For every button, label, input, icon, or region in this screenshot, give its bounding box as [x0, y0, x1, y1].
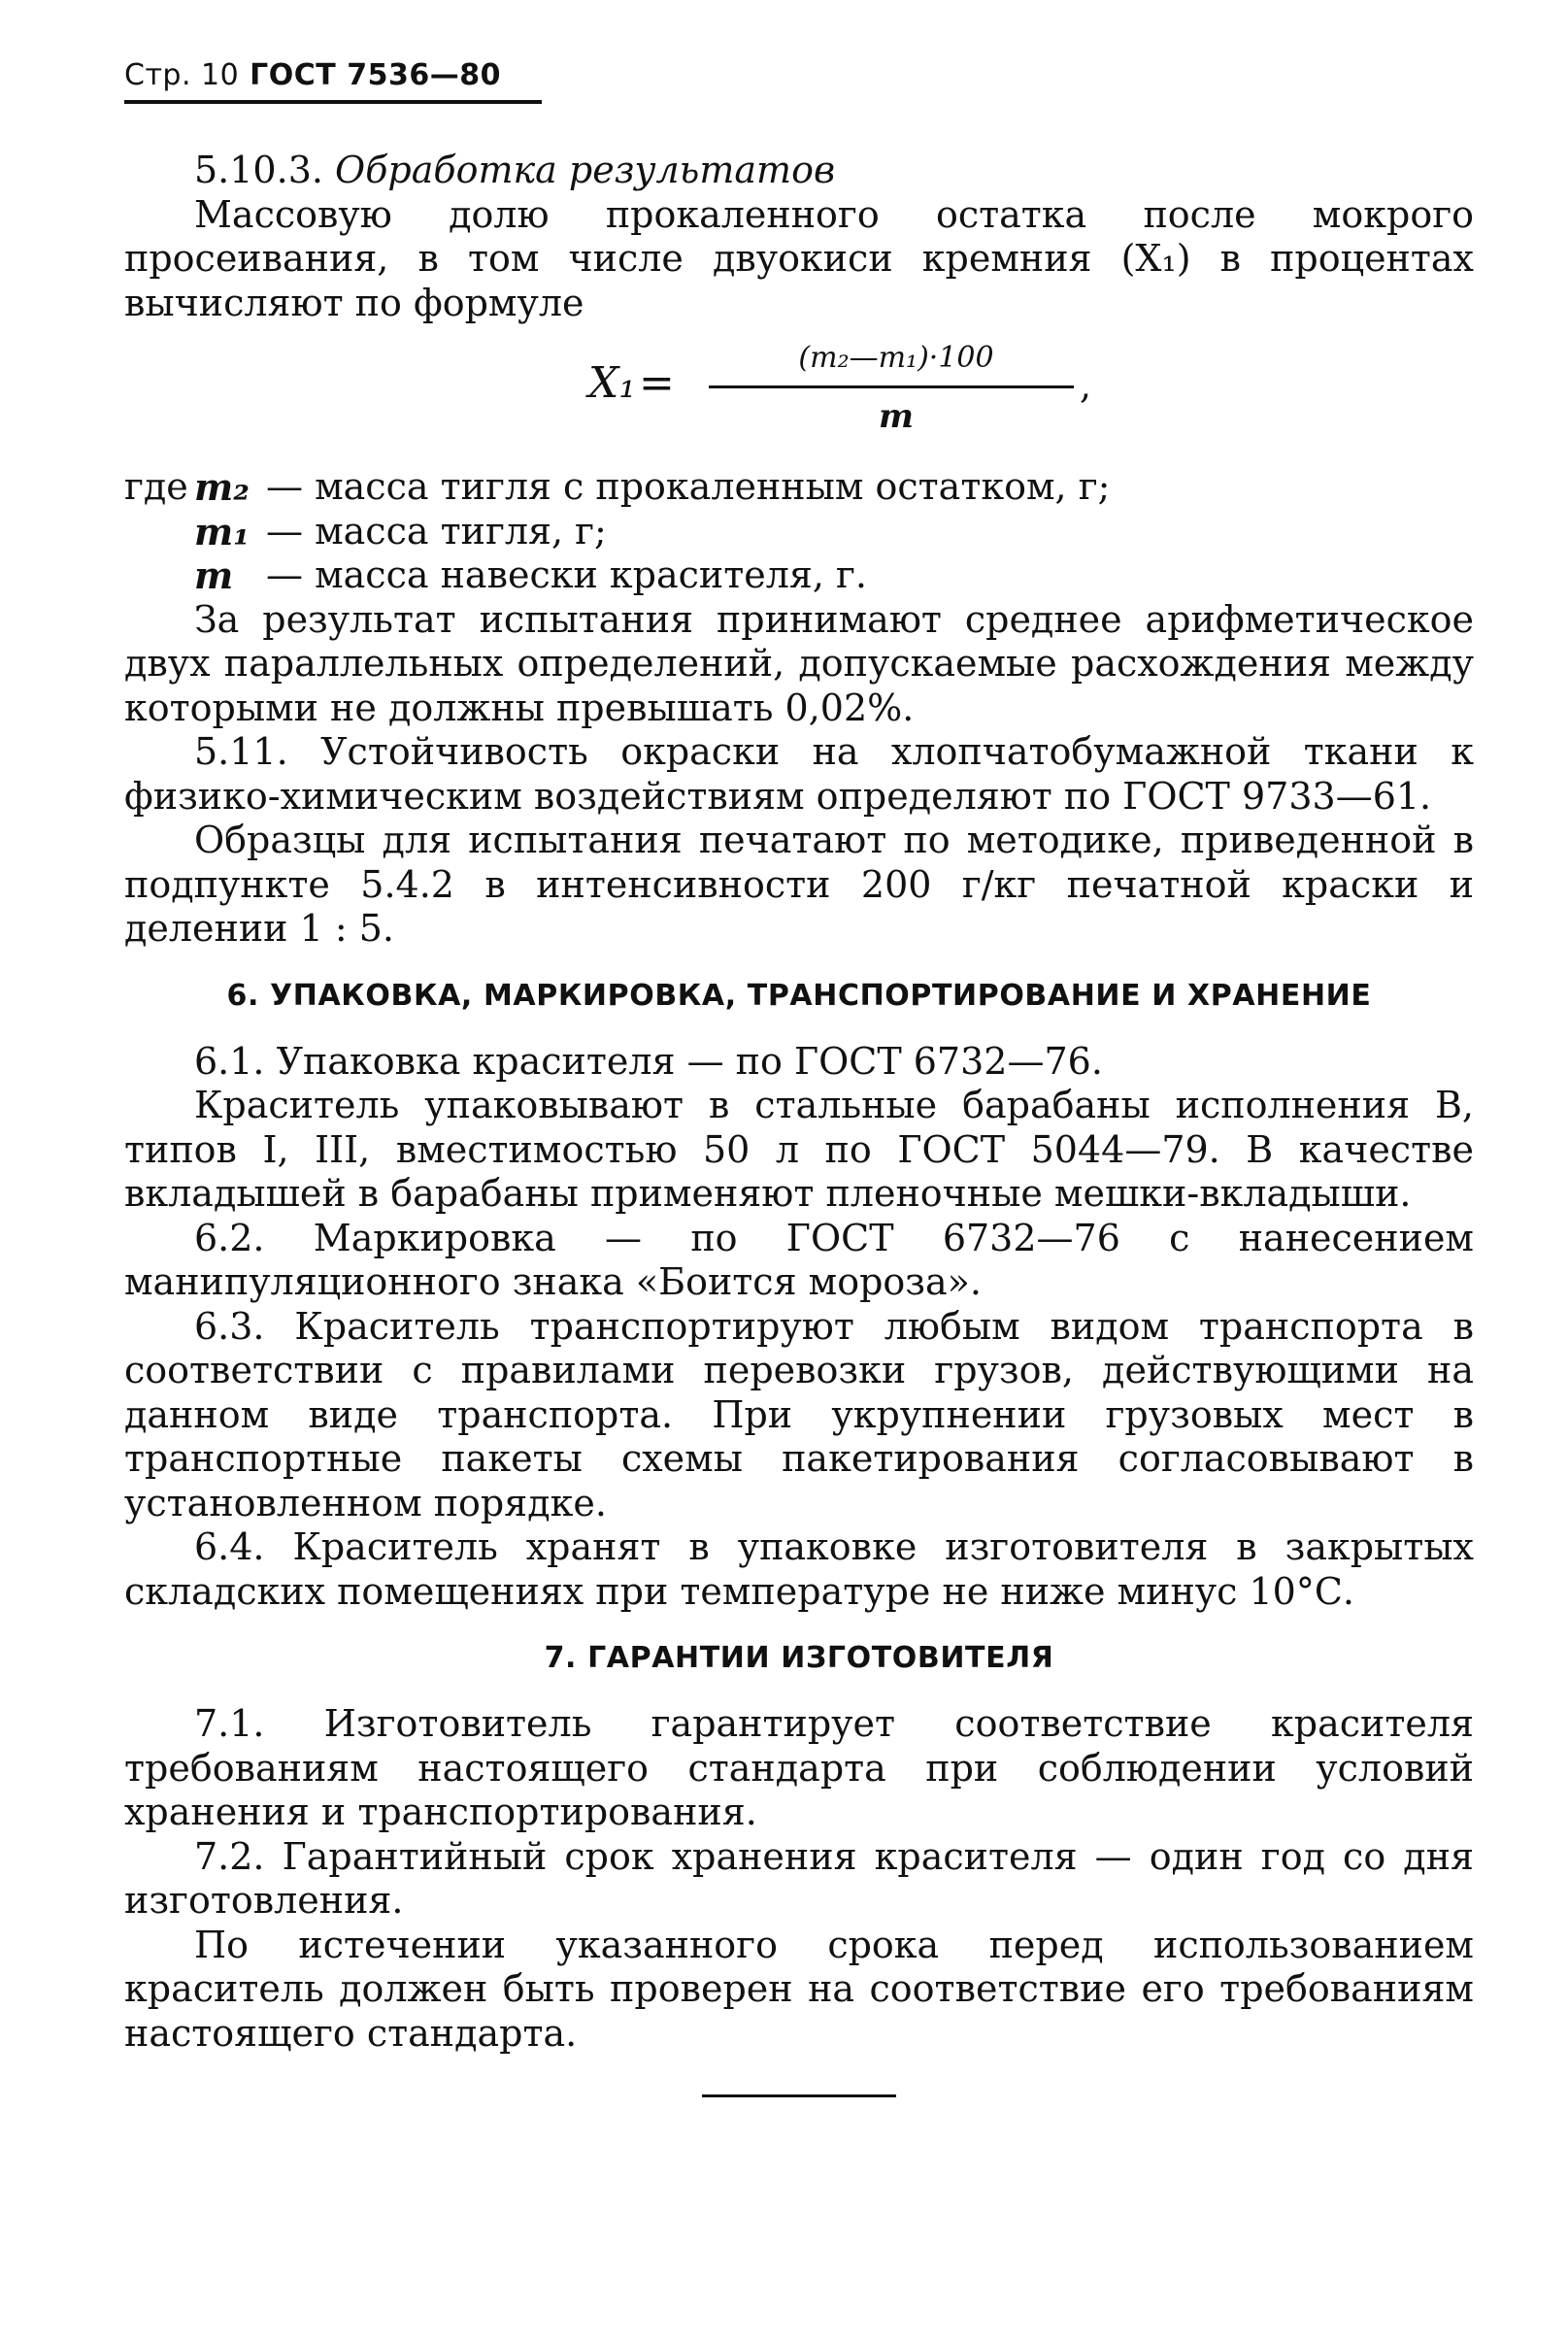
- document-page: [124, 58, 1474, 2097]
- formula-equals: =: [639, 358, 675, 408]
- section-7-2-paragraph: 7.2. Гарантийный срок хранения красителя — один год со дня изготовления.: [124, 1834, 1474, 1922]
- section-5-10-3-heading: [124, 149, 1474, 193]
- section-7-title: 7. ГАРАНТИИ ИЗГОТОВИТЕЛЯ: [544, 1641, 1054, 1675]
- formula-intro: Массовую долю прокаленного остатка после мокрого просеивания, в том числе двуокиси кремния (X₁) в процентах вычисляют по формуле: [124, 192, 1474, 324]
- result-paragraph: За результат испытания принимают среднее арифметическое двух параллельных определений, допускаемые расхождения между которыми не должны превышать 0,02%.: [124, 597, 1474, 729]
- section-5-11-paragraph: 5.11. Устойчивость окраски на хлопчатобумажной ткани к физико-химическим воздействиям определяют по ГОСТ 9733—61.: [124, 730, 1474, 818]
- definition-symbol: m: [194, 553, 234, 597]
- section-6-2-paragraph: 6.2. Маркировка — по ГОСТ 6732—76 с нанесением манипуляционного знака «Боится мороза».: [124, 1216, 1474, 1303]
- definition-text: — масса тигля, г;: [266, 509, 607, 553]
- end-rule: [702, 2094, 896, 2097]
- formula-lhs: X₁: [588, 358, 636, 408]
- definition-symbol: m₁: [194, 509, 250, 553]
- definition-lead: [124, 510, 194, 554]
- section-6-title: 6. УПАКОВКА, МАРКИРОВКА, ТРАНСПОРТИРОВАНИЕ И ХРАНЕНИЕ: [226, 978, 1372, 1013]
- formula-numerator: (m₂—m₁)·100: [798, 341, 994, 375]
- definition-text: — масса навески красителя, г.: [266, 553, 868, 596]
- definition-row: [124, 553, 1474, 598]
- section-title: Обработка результатов: [335, 149, 836, 191]
- standard-code: ГОСТ 7536—80: [250, 58, 501, 92]
- definition-text: — масса тигля с прокаленным остатком, г;: [266, 465, 1111, 508]
- section-6-3-paragraph: 6.3. Краситель транспортируют любым видом транспорта в соответствии с правилами перевозки грузов, действующими на данном виде транспорта. При укрупнении грузовых мест в транспортные пакеты схемы пакетирования согласовывают в установленном порядке.: [124, 1304, 1474, 1524]
- definition-lead: где: [124, 465, 188, 508]
- formula-comma: ,: [1080, 364, 1092, 407]
- page-label: Стр. 10: [124, 58, 240, 92]
- definition-row: [124, 465, 1474, 510]
- section-number: 5.10.3.: [194, 149, 323, 191]
- section-6-1-paragraph: 6.1. Упаковка красителя — по ГОСТ 6732—76.: [194, 1039, 1103, 1083]
- definition-row: [124, 510, 1474, 554]
- definition-symbol: m₂: [194, 465, 250, 509]
- fraction-bar: [709, 385, 1074, 388]
- section-6-4-paragraph: 6.4. Краситель хранят в упаковке изготовителя в закрытых складских помещениях при температуре не ниже минус 10°С.: [124, 1525, 1474, 1613]
- packaging-paragraph: Краситель упаковывают в стальные барабаны исполнения В, типов I, III, вместимостью 50 л по ГОСТ 5044—79. В качестве вкладышей в барабаны применяют пленочные мешки-вкладыши.: [124, 1084, 1474, 1215]
- page-header: [124, 58, 542, 104]
- expiry-paragraph: По истечении указанного срока перед использованием краситель должен быть проверен на соответствие его требованиям настоящего стандарта.: [124, 1923, 1474, 2055]
- samples-paragraph: Образцы для испытания печатают по методике, приведенной в подпункте 5.4.2 в интенсивности 200 г/кг печатной краски и делении 1 : 5.: [124, 819, 1474, 950]
- formula: [124, 337, 1474, 455]
- formula-denominator: m: [879, 397, 914, 436]
- variable-definitions: [124, 465, 1474, 598]
- definition-lead: [124, 553, 194, 598]
- section-7-1-paragraph: 7.1. Изготовитель гарантирует соответствие красителя требованиям настоящего стандарта при соблюдении условий хранения и транспортирования.: [124, 1702, 1474, 1833]
